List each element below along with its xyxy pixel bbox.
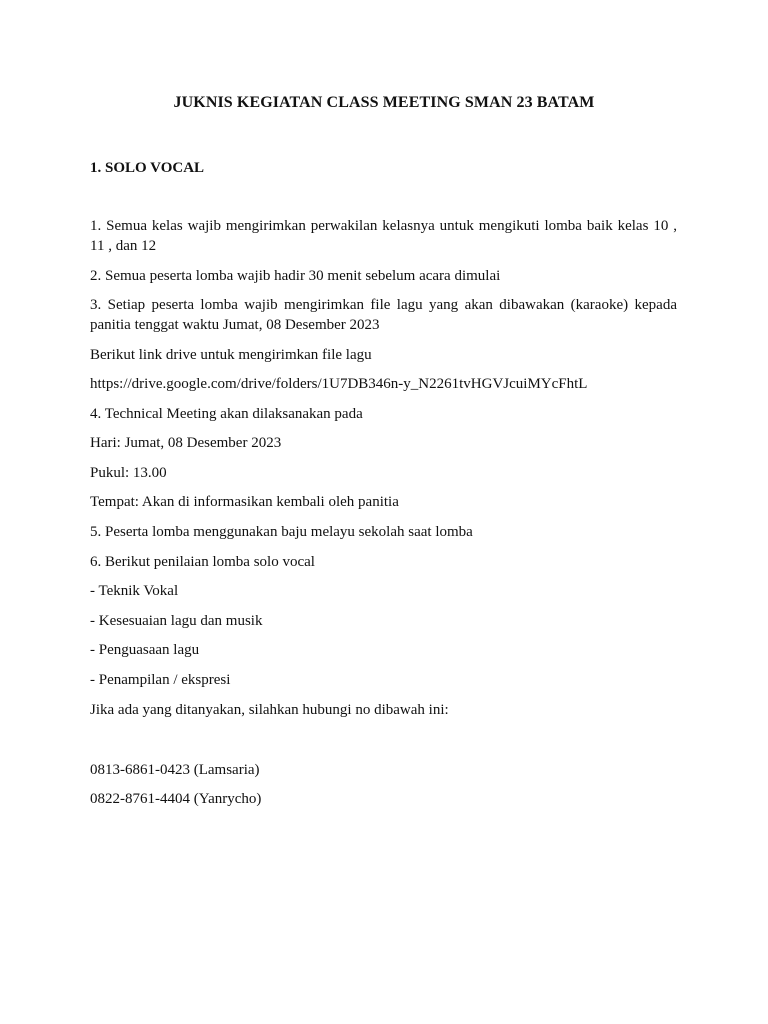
- contact-item: 0822-8761-4404 (Yanrycho): [90, 791, 262, 807]
- meeting-day: Hari: Jumat, 08 Desember 2023: [90, 435, 282, 451]
- meeting-place: Tempat: Akan di informasikan kembali oleh panitia: [90, 494, 399, 510]
- rule-item-3: 3. Setiap peserta lomba wajib mengirimkan file lagu yang akan dibawakan (karaoke) kepada panitia tenggat waktu Jumat, 08 Desember 2023: [90, 297, 677, 333]
- rule-item-5: 5. Peserta lomba menggunakan baju melayu sekolah saat lomba: [90, 524, 473, 540]
- drive-intro-text: Berikut link drive untuk mengirimkan file lagu: [90, 347, 372, 363]
- criteria-item: - Penguasaan lagu: [90, 642, 200, 658]
- drive-link[interactable]: https://drive.google.com/drive/folders/1U7DB346n-y_N2261tvHGVJcuiMYcFhtL: [90, 376, 588, 392]
- section-heading: 1. SOLO VOCAL: [90, 160, 205, 176]
- document-title: JUKNIS KEGIATAN CLASS MEETING SMAN 23 BATAM: [173, 94, 595, 111]
- contact-intro-text: Jika ada yang ditanyakan, silahkan hubungi no dibawah ini:: [90, 702, 449, 718]
- meeting-time: Pukul: 13.00: [90, 465, 167, 481]
- drive-link-line: [90, 374, 677, 394]
- rule-item-6: 6. Berikut penilaian lomba solo vocal: [90, 554, 315, 570]
- criteria-item: - Kesesuaian lagu dan musik: [90, 613, 263, 629]
- criteria-item: - Teknik Vokal: [90, 583, 179, 599]
- rule-item-4: 4. Technical Meeting akan dilaksanakan pada: [90, 406, 363, 422]
- contact-item: 0813-6861-0423 (Lamsaria): [90, 762, 260, 778]
- rule-item-1: 1. Semua kelas wajib mengirimkan perwakilan kelasnya untuk mengikuti lomba baik kelas 10 , 11 , dan 12: [90, 218, 677, 254]
- criteria-item: - Penampilan / ekspresi: [90, 672, 231, 688]
- rule-item-2: 2. Semua peserta lomba wajib hadir 30 menit sebelum acara dimulai: [90, 268, 501, 284]
